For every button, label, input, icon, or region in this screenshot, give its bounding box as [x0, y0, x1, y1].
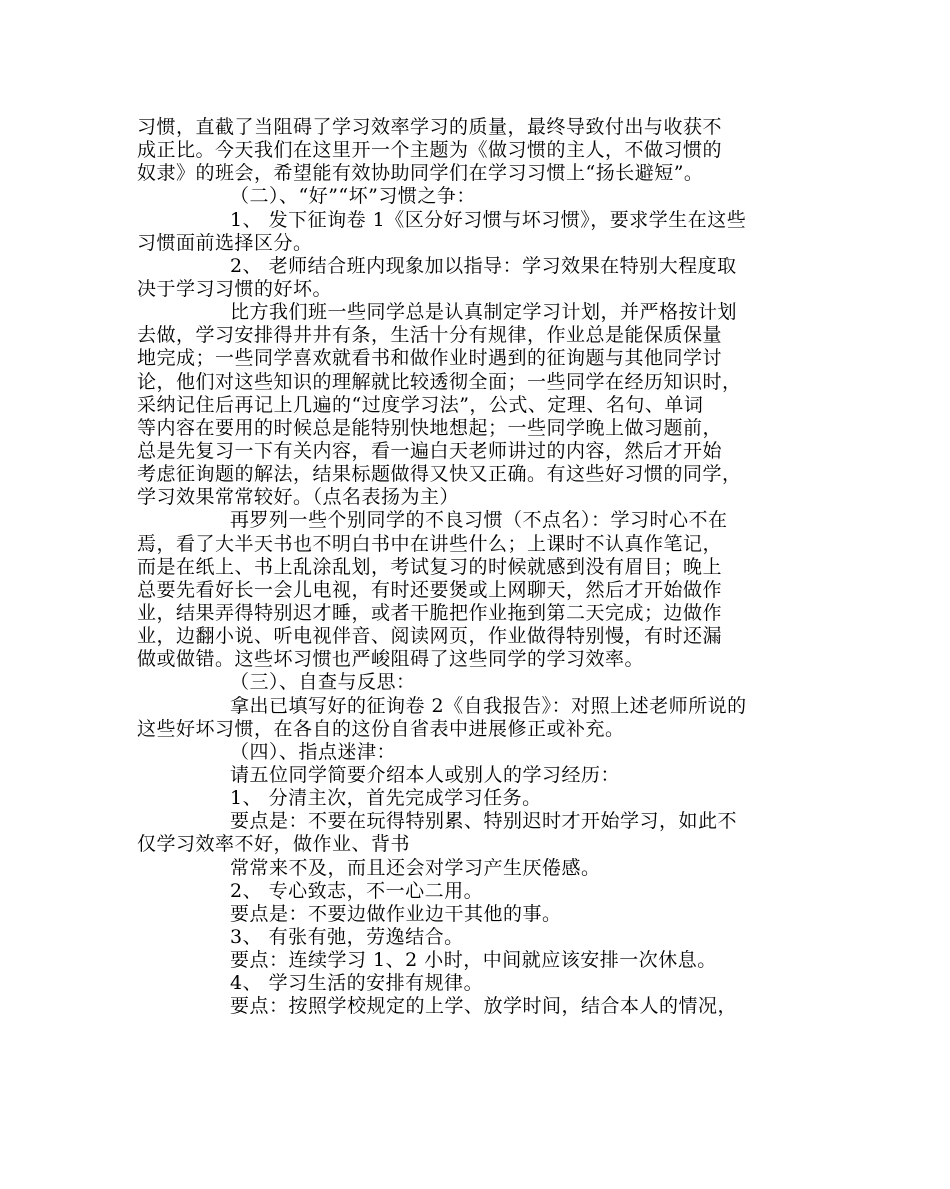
text-line: 做或做错。这些坏习惯也严峻阻碍了这些同学的学习效率。	[137, 648, 645, 671]
text-line: 习惯，直截了当阻碍了学习效率学习的质量，最终导致付出与收获不	[137, 116, 723, 138]
text-line: 决于学习习惯的好坏。	[137, 277, 333, 300]
text-line: 业，结果弄得特别迟才睡，或者干脆把作业拖到第二天完成；边做作	[137, 601, 723, 624]
text-line: 要点是：不要在玩得特别累、特别迟时才开始学习，如此不	[230, 810, 738, 833]
text-line: 请五位同学简要介绍本人或别人的学习经历：	[230, 763, 621, 786]
text-line: （四）、指点迷津：	[230, 740, 397, 763]
text-line: 论，他们对这些知识的理解就比较透彻全面；一些同学在经历知识时，	[137, 370, 742, 393]
text-line: 总是先复习一下有关内容，看一遍白天老师讲过的内容，然后才开始	[137, 439, 723, 462]
text-line: 去做，学习安排得井井有条，生活十分有规律，作业总是能保质保量	[137, 324, 723, 347]
text-line: （三）、自查与反思：	[230, 671, 416, 694]
text-line: 业，边翻小说、听电视伴音、阅读网页，作业做得特别慢，有时还漏	[137, 625, 723, 648]
text-line: 这些好坏习惯，在各自的这份自省表中进展修正或补充。	[137, 717, 625, 740]
text-line: 而是在纸上、书上乱涂乱划，考试复习的时候就感到没有眉目；晚上	[137, 555, 723, 578]
text-line: 3、 有张有弛，劳逸结合。	[230, 925, 464, 948]
text-line: 比方我们班一些同学总是认真制定学习计划，并严格按计划	[230, 301, 738, 324]
text-line: 常常来不及，而且还会对学习产生厌倦感。	[230, 856, 601, 879]
text-line: 学习效果常常较好。（点名表扬为主）	[137, 486, 460, 509]
document-body	[137, 116, 813, 1018]
text-line: 1、 分清主次，首先完成学习任务。	[230, 787, 542, 810]
text-line: 再罗列一些个别同学的不良习惯（不点名）：学习时心不在	[230, 509, 728, 532]
text-line: 等内容在要用的时候总是能特别快地想起；一些同学晚上做习题前，	[137, 416, 723, 439]
text-line: 4、 学习生活的安排有规律。	[230, 972, 484, 995]
text-line: 要点：按照学校规定的上学、放学时间，结合本人的情况，	[230, 995, 738, 1018]
text-line: 拿出已填写好的征询卷 2《自我报告》：对照上述老师所说的	[230, 694, 747, 717]
text-line: 地完成；一些同学喜欢就看书和做作业时遇到的征询题与其他同学讨	[137, 347, 723, 370]
text-line: 仅学习效率不好，做作业、背书	[137, 833, 411, 856]
text-line: 焉，看了大半天书也不明白书中在讲些什么；上课时不认真作笔记，	[137, 532, 723, 555]
text-line: 要点：连续学习 1、2 小时，中间就应该安排一次休息。	[230, 949, 717, 972]
text-line: 考虑征询题的解法，结果标题做得又快又正确。有这些好习惯的同学，	[137, 463, 742, 486]
text-line: 2、 老师结合班内现象加以指导：学习效果在特别大程度取	[230, 254, 737, 277]
text-line: 2、 专心致志，不一心二用。	[230, 879, 484, 902]
text-line: 1、 发下征询卷 1《区分好习惯与坏习惯》，要求学生在这些	[230, 208, 747, 231]
text-line: （二）、“好”“坏”习惯之争：	[230, 185, 476, 208]
text-line: 采纳记住后再记上几遍的“过度学习法”，公式、定理、名句、单词	[137, 393, 704, 416]
text-line: 要点是：不要边做作业边干其他的事。	[230, 902, 562, 925]
text-line: 成正比。今天我们在这里开一个主题为《做习惯的主人，不做习惯的	[137, 139, 723, 162]
text-line: 奴隶》的班会，希望能有效协助同学们在学习习惯上“扬长避短”。	[137, 162, 704, 185]
text-line: 总要先看好长一会儿电视，有时还要煲或上网聊天，然后才开始做作	[137, 578, 723, 601]
text-line: 习惯面前选择区分。	[137, 231, 313, 254]
